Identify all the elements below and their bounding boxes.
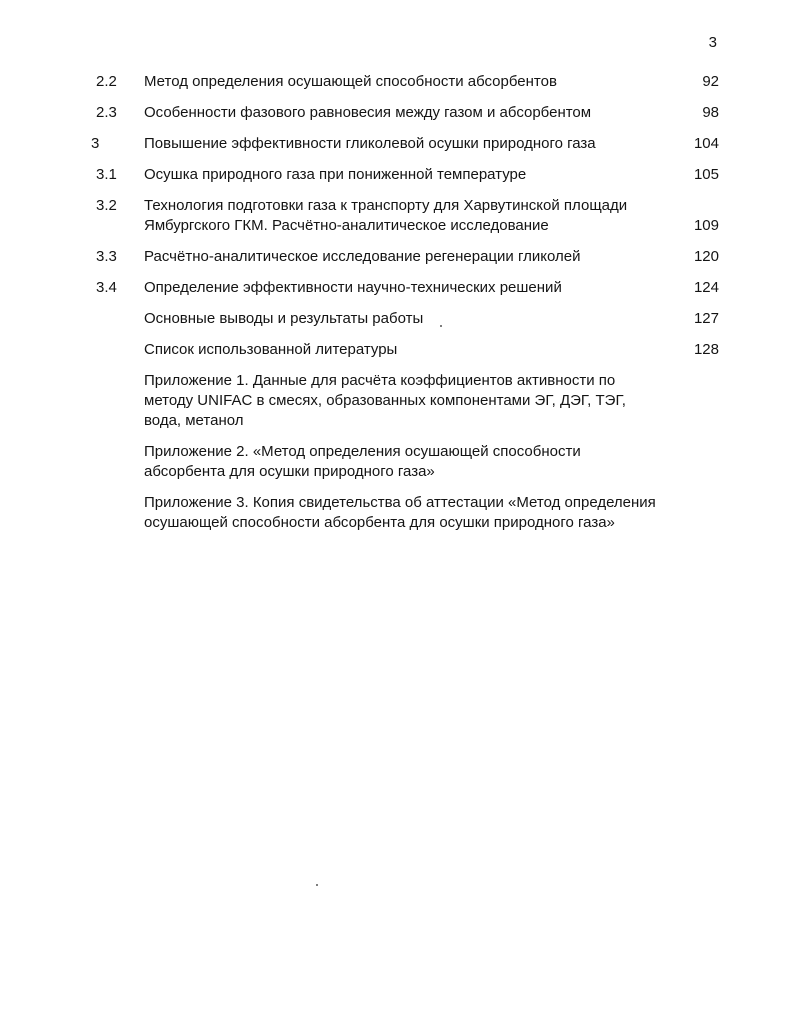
scan-speck [316, 884, 318, 886]
toc-entry-page: 104 [693, 135, 719, 152]
toc-entry-title: Метод определения осушающей способности абсорбентов [144, 73, 557, 90]
toc-entry-title: Осушка природного газа при пониженной температуре [144, 166, 527, 183]
toc-entry-number: 2.2 [96, 73, 117, 90]
toc-entry-3 [0, 134, 799, 154]
page-number: 3 [708, 34, 717, 51]
toc-entry-number: 3.1 [96, 166, 117, 183]
toc-entry-page: 128 [693, 341, 719, 358]
toc-entry-number: 3.2 [96, 197, 117, 214]
toc-entry-page: 120 [693, 248, 719, 265]
toc-entry-page: 109 [693, 217, 719, 234]
toc-entry-number: 3.4 [96, 279, 117, 296]
toc-entry-page: 105 [693, 166, 719, 183]
toc-entry-title: Особенности фазового равновесия между газом и абсорбентом [144, 104, 592, 121]
toc-entry-conclusions [0, 309, 799, 329]
toc-entry-appendix-3 [0, 493, 799, 533]
toc-entry-title: Повышение эффективности гликолевой осушки природного газа [144, 135, 596, 152]
toc-entry-page: 92 [702, 73, 719, 90]
toc-entry-page: 98 [702, 104, 719, 121]
toc-entry-title: Расчётно-аналитическое исследование регенерации гликолей [144, 248, 581, 265]
scan-speck [440, 325, 442, 327]
toc-entry-title: Список использованной литературы [144, 341, 398, 358]
table-of-contents [0, 72, 799, 544]
toc-entry-page: 127 [693, 310, 719, 327]
toc-entry-title: Основные выводы и результаты работы [144, 310, 424, 327]
toc-entry-number: 2.3 [96, 104, 117, 121]
toc-entry-page: 124 [693, 279, 719, 296]
toc-entry-3-2 [0, 196, 799, 236]
toc-entry-title: Приложение 2. «Метод определения осушающей способности абсорбента для осушки природного газа» [144, 443, 581, 480]
toc-entry-3-3 [0, 247, 799, 267]
toc-entry-title: Приложение 3. Копия свидетельства об аттестации «Метод определения осушающей способности абсорбента для осушки природного газа» [144, 494, 656, 531]
toc-entry-references [0, 340, 799, 360]
toc-entry-title: Приложение 1. Данные для расчёта коэффициентов активности по методу UNIFAC в смесях, образованных компонентами ЭГ, ДЭГ, ТЭГ, вода, метанол [144, 372, 626, 429]
toc-entry-appendix-1 [0, 371, 799, 431]
toc-entry-title: Технология подготовки газа к транспорту для Харвутинской площади Ямбургского ГКМ. Расчётно-аналитическое исследование [144, 197, 628, 234]
toc-entry-2-3 [0, 103, 799, 123]
toc-entry-number: 3.3 [96, 248, 117, 265]
toc-entry-3-1 [0, 165, 799, 185]
toc-entry-title: Определение эффективности научно-технических решений [144, 279, 562, 296]
toc-entry-2-2 [0, 72, 799, 92]
toc-entry-appendix-2 [0, 442, 799, 482]
toc-entry-number: 3 [91, 135, 100, 152]
toc-entry-3-4 [0, 278, 799, 298]
